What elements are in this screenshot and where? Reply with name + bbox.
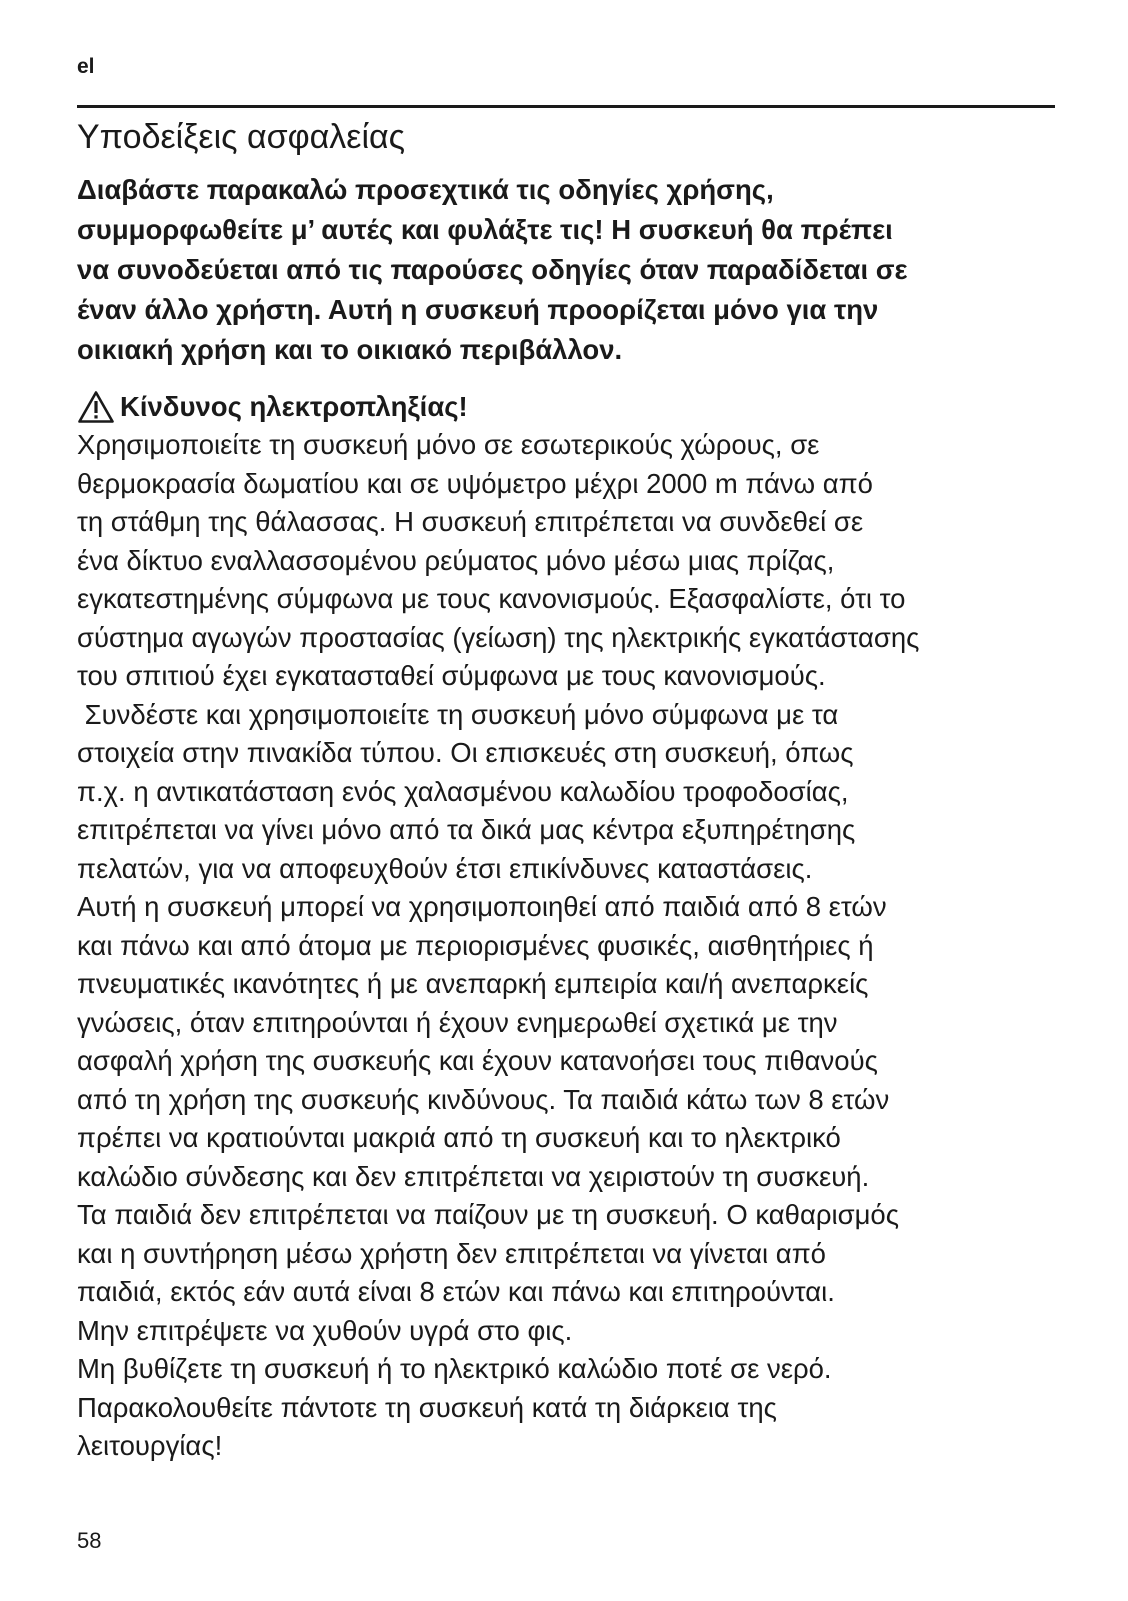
body-line: Παρακολουθείτε πάντοτε τη συσκευή κατά τη διάρκεια της: [77, 1391, 777, 1423]
body-line: παιδιά, εκτός εάν αυτά είναι 8 ετών και πάνω και επιτηρούνται.: [77, 1276, 835, 1307]
body-line: εγκατεστημένης σύμφωνα με τους κανονισμούς. Εξασφαλίστε, ότι το: [77, 583, 906, 614]
intro-line: συμμορφωθείτε μ’ αυτές και φυλάξτε τις! Η συσκευή θα πρέπει: [77, 214, 893, 245]
section-title: Υποδείξεις ασφαλείας: [77, 118, 406, 156]
body-line: και πάνω και από άτομα με περιορισμένες φυσικές, αισθητήριες ή: [77, 929, 874, 961]
safety-instructions: [77, 426, 919, 1466]
body-line: πελατών, για να αποφευχθούν έτσι επικίνδυνες καταστάσεις.: [77, 852, 813, 884]
intro-line: έναν άλλο χρήστη. Αυτή η συσκευή προορίζεται μόνο για την: [77, 294, 879, 325]
body-line: τη στάθμη της θάλασσας. Η συσκευή επιτρέπεται να συνδεθεί σε: [77, 506, 864, 537]
body-line: Αυτή η συσκευή μπορεί να χρησιμοποιηθεί από παιδιά από 8 ετών: [77, 891, 887, 922]
body-line: και η συντήρηση μέσω χρήστη δεν επιτρέπεται να γίνεται από: [77, 1237, 826, 1269]
body-line: στοιχεία στην πινακίδα τύπου. Οι επισκευές στη συσκευή, όπως: [77, 737, 854, 768]
body-line: Συνδέστε και χρησιμοποιείτε τη συσκευή μόνο σύμφωνα με τα: [77, 698, 839, 730]
body-line: ασφαλή χρήση της συσκευής και έχουν κατανοήσει τους πιθανούς: [77, 1045, 878, 1076]
intro-line: Διαβάστε παρακαλώ προσεχτικά τις οδηγίες χρήσης,: [77, 174, 774, 205]
body-line: ένα δίκτυο εναλλασσομένου ρεύματος μόνο μέσω μιας πρίζας,: [77, 544, 835, 576]
body-line: π.χ. η αντικατάσταση ενός χαλασμένου καλωδίου τροφοδοσίας,: [77, 775, 849, 807]
page-number: 58: [77, 1528, 102, 1553]
body-line: Μην επιτρέψετε να χυθούν υγρά στο φις.: [77, 1314, 573, 1346]
body-line: Μη βυθίζετε τη συσκευή ή το ηλεκτρικό καλώδιο ποτέ σε νερό.: [77, 1353, 832, 1384]
electric-shock-warning: [77, 388, 468, 426]
body-line: λειτουργίας!: [77, 1430, 223, 1461]
body-line: Τα παιδιά δεν επιτρέπεται να παίζουν με τη συσκευή. Ο καθαρισμός: [77, 1199, 899, 1230]
intro-line: οικιακή χρήση και το οικιακό περιβάλλον.: [77, 334, 623, 365]
header-divider: [77, 105, 1055, 108]
warning-label: Κίνδυνος ηλεκτροπληξίας!: [120, 391, 468, 422]
body-line: Χρησιμοποιείτε τη συσκευή μόνο σε εσωτερικούς χώρους, σε: [77, 429, 820, 460]
body-line: θερμοκρασία δωματίου και σε υψόμετρο μέχρι 2000 m πάνω από: [77, 467, 873, 499]
body-line: από τη χρήση της συσκευής κινδύνους. Τα παιδιά κάτω των 8 ετών: [77, 1083, 890, 1115]
intro-paragraph: [77, 170, 908, 370]
intro-line: να συνοδεύεται από τις παρούσες οδηγίες όταν παραδίδεται σε: [77, 254, 908, 285]
body-line: του σπιτιού έχει εγκατασταθεί σύμφωνα με τους κανονισμούς.: [77, 660, 826, 691]
body-line: καλώδιο σύνδεσης και δεν επιτρέπεται να χειριστούν τη συσκευή.: [77, 1160, 870, 1192]
body-line: πνευματικές ικανότητες ή με ανεπαρκή εμπειρία και/ή ανεπαρκείς: [77, 968, 869, 999]
warning-triangle-icon: [77, 390, 115, 424]
body-line: πρέπει να κρατιούνται μακριά από τη συσκευή και το ηλεκτρικό: [77, 1122, 841, 1153]
body-line: επιτρέπεται να γίνει μόνο από τα δικά μας κέντρα εξυπηρέτησης: [77, 814, 856, 845]
body-line: σύστημα αγωγών προστασίας (γείωση) της ηλεκτρικής εγκατάστασης: [77, 621, 920, 653]
body-line: γνώσεις, όταν επιτηρούνται ή έχουν ενημερωθεί σχετικά με την: [77, 1006, 838, 1038]
language-code: el: [77, 55, 95, 78]
